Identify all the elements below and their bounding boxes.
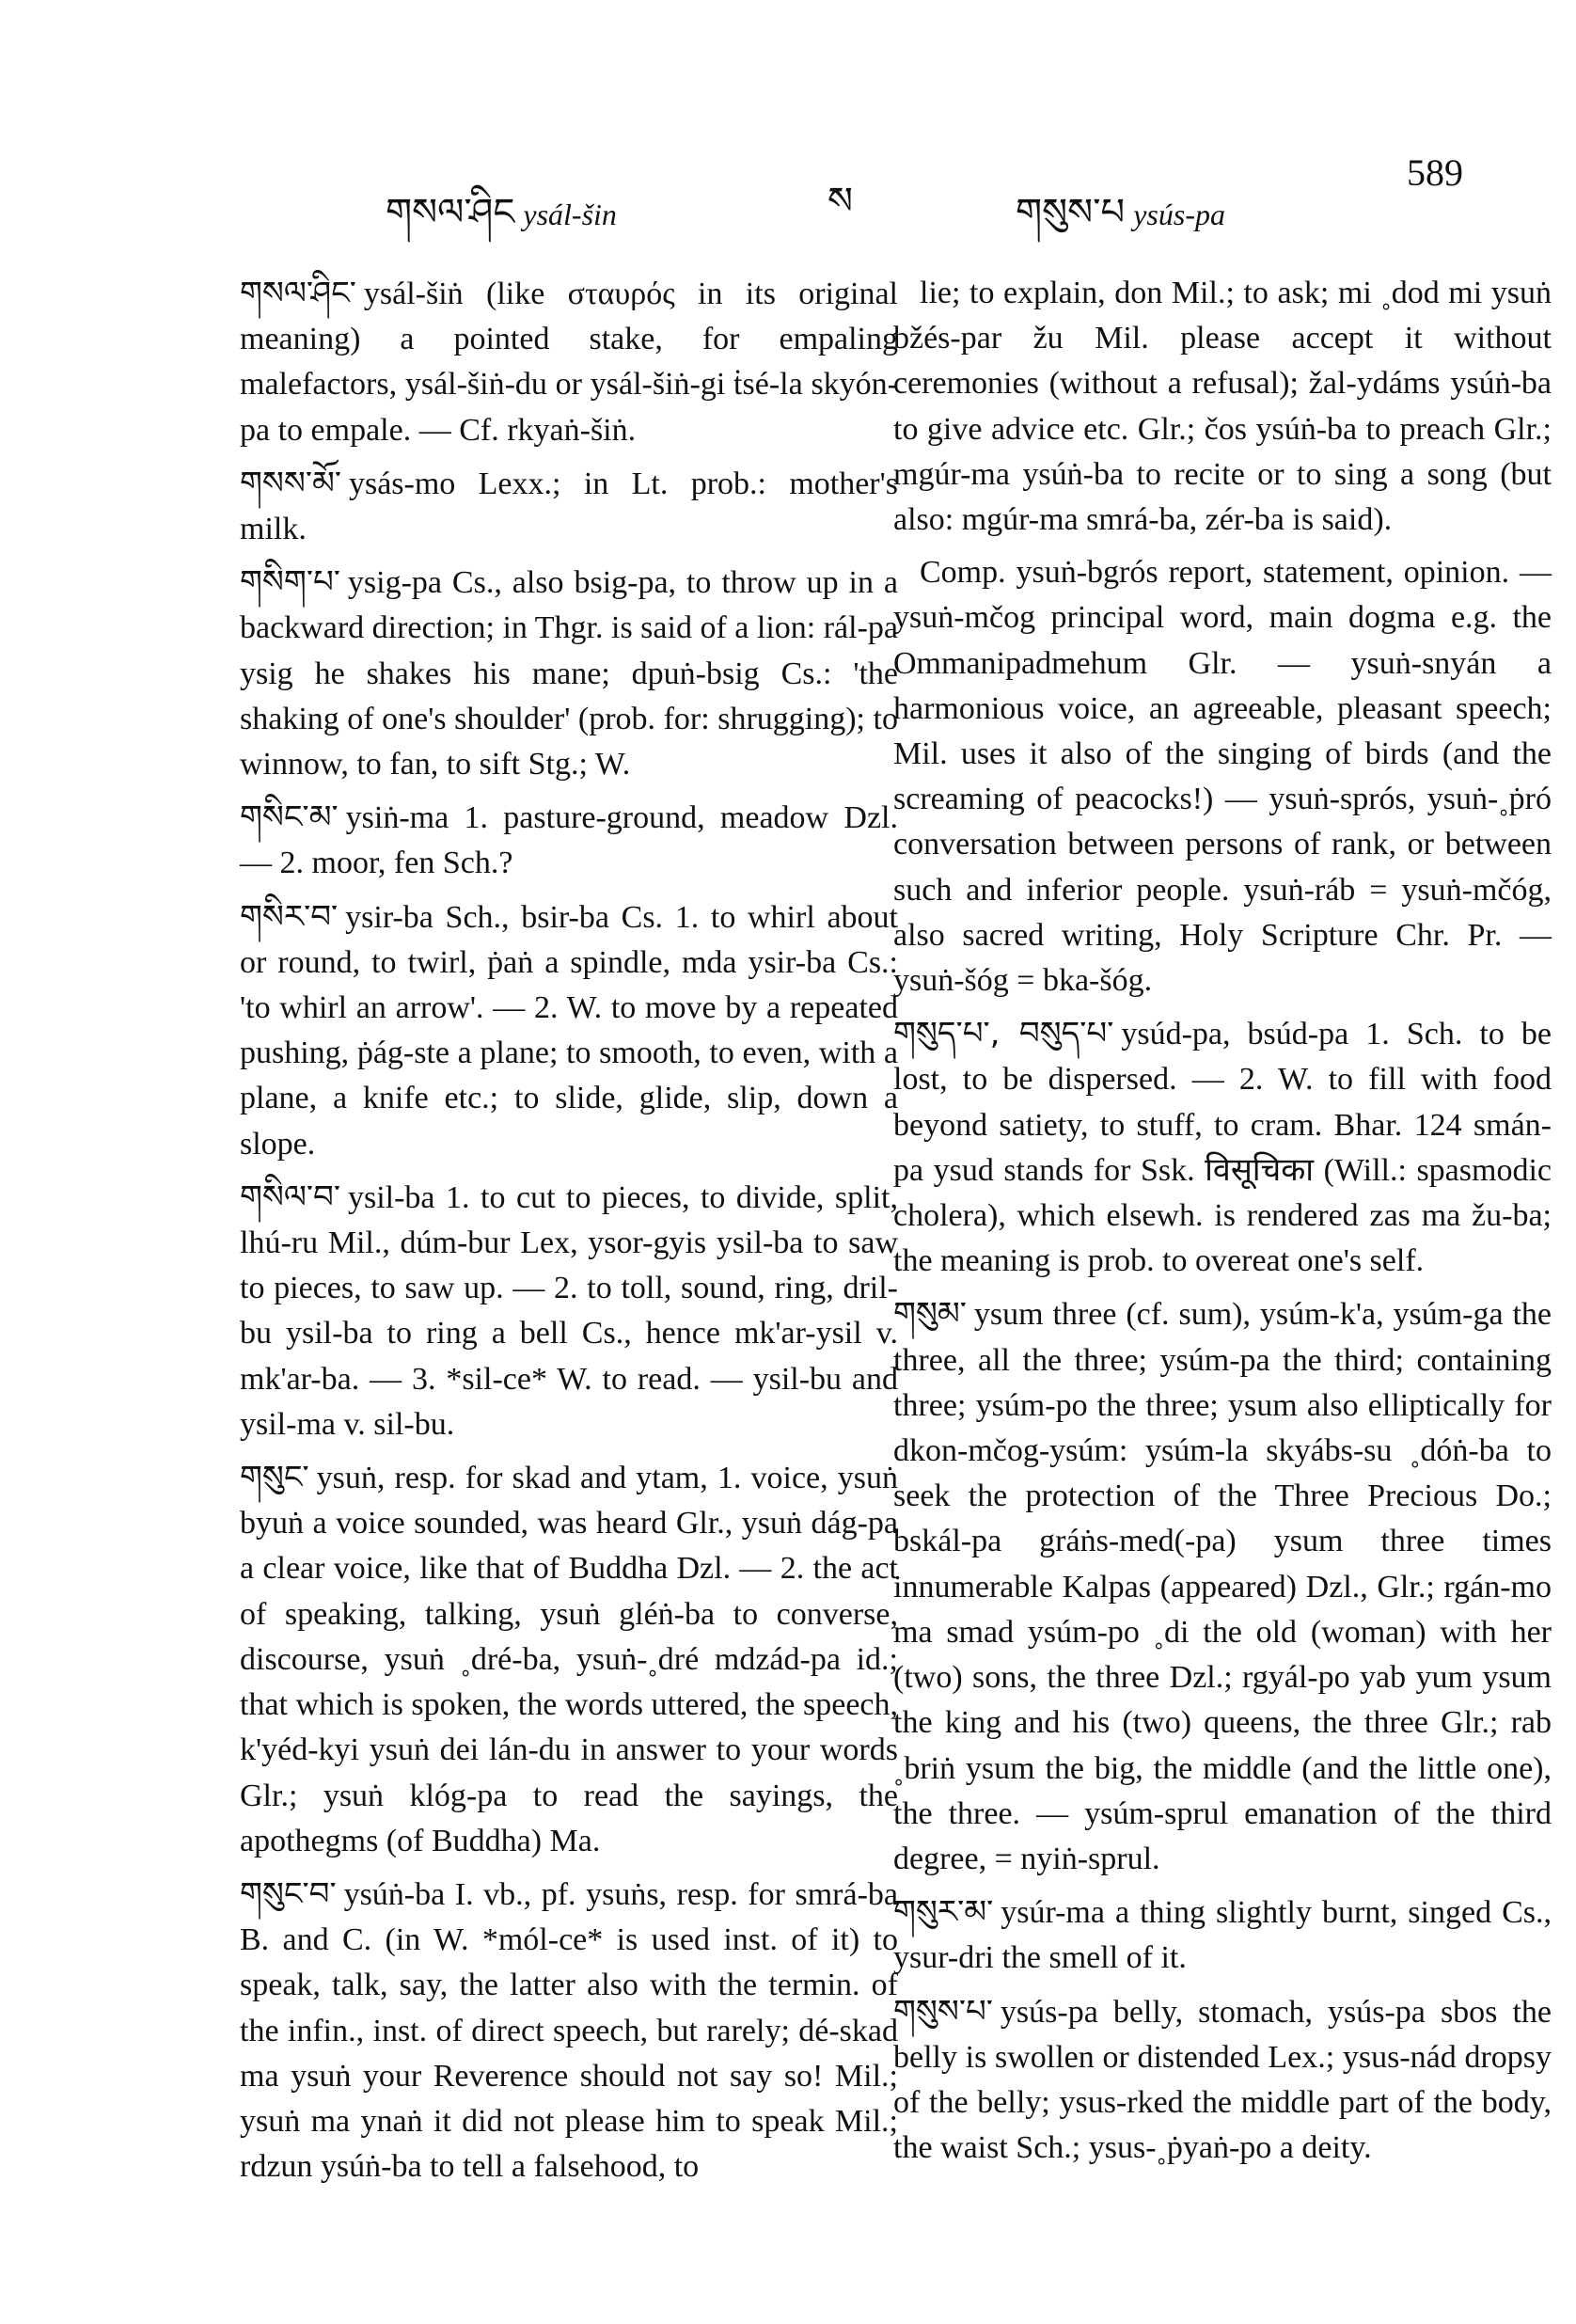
dictionary-entry	[893, 271, 1552, 543]
dictionary-entry	[893, 1889, 1552, 1981]
dictionary-entry	[240, 271, 898, 453]
right-column	[893, 271, 1552, 2178]
dictionary-entry	[893, 550, 1552, 1004]
running-head-left-tibetan: གསལ་ཤིང	[386, 191, 515, 234]
dictionary-entry	[240, 1872, 898, 2190]
entry-headword-tibetan: གསིང་མ་	[240, 798, 339, 837]
running-head-right	[1016, 169, 1225, 276]
entry-definition: ysuṅ, resp. for skad and ytam, 1. voice, ysuṅ byuṅ a voice sounded, was heard Glr., ysuṅ dág-pa a clear voice, like that of Buddha Dzl. — 2. the act of speaking, talking, ysuṅ gléṅ-ba to converse, discourse, ysuṅ ˳dré-ba, ysuṅ-˳dré mdzád-pa id.; that which is spoken, the words uttered, the speech, k'yéd-kyi ysuṅ dei lán-du in answer to your words Glr.; ysuṅ klóg-pa to read the sayings, the apothegms (of Buddha) Ma.	[240, 1461, 898, 1858]
entry-headword-tibetan: གསིག་པ་	[240, 563, 340, 602]
dictionary-entry	[893, 1989, 1552, 2172]
dictionary-entry	[240, 795, 898, 886]
entry-definition: ysúṅ-ba I. vb., pf. ysuṅs, resp. for smrá-ba B. and C. (in W. *mól-ce* is used inst. of it) to speak, talk, say, the latter also with the termin. of the infin., inst. of direct speech, but rarely; dé-skad ma ysuṅ your Reverence should not say so! Mil.; ysuṅ ma ynaṅ it did not please him to speak Mil.; rdzun ysúṅ-ba to tell a falsehood, to	[240, 1876, 898, 2185]
entry-headword-tibetan: གསུད་པ་, བསུད་པ་	[893, 1015, 1114, 1053]
dictionary-entry	[240, 894, 898, 1167]
running-head-right-tibetan: གསུས་པ	[1016, 191, 1126, 234]
entry-definition: ysiṅ-ma 1. pasture-ground, meadow Dzl. — 2. moor, fen Sch.?	[240, 800, 898, 881]
dictionary-entry	[240, 1455, 898, 1864]
dictionary-entry	[240, 1175, 898, 1447]
running-head-left	[386, 169, 617, 276]
entry-headword-tibetan: གསིར་བ་	[240, 897, 339, 936]
entry-definition: ysil-ba 1. to cut to pieces, to divide, split, lhú-ru Mil., dúm-bur Lex, ysor-gyis ysil-ba to saw to pieces, to saw up. — 2. to toll, sound, ring, dril-bu ysil-ba to ring a bell Cs., hence mk'ar-ysil v. mk'ar-ba. — 3. *sil-ce* W. to read. — ysil-bu and ysil-ma v. sil-bu.	[240, 1179, 898, 1442]
entry-headword-tibetan: གསུས་པ་	[893, 1992, 993, 2031]
entry-definition: ysir-ba Sch., bsir-ba Cs. 1. to whirl about or round, to twirl, ṗaṅ a spindle, mda ysir-ba Cs.: 'to whirl an arrow'. — 2. W. to move by a repeated pushing, ṗág-ste a plane; to smooth, to even, with a plane, a knife etc.; to slide, glide, slip, down a slope.	[240, 899, 898, 1162]
entry-definition: ysús-pa belly, stomach, ysús-pa sbos the belly is swollen or distended Lex.; ysus-nád dropsy of the belly; ysus-rked the middle part of the body, the waist Sch.; ysus-˳ṗyaṅ-po a deity.	[893, 1994, 1552, 2166]
entry-definition: ysúr-ma a thing slightly burnt, singed Cs., ysur-dri the smell of it.	[893, 1895, 1552, 1976]
entry-definition: ysás-mo Lexx.; in Lt. prob.: mother's milk.	[240, 466, 898, 547]
entry-definition: lie; to explain, don Mil.; to ask; mi ˳dod mi ysuṅ bžés-par žu Mil. please accept it without ceremonies (without a refusal); žal-ydáms ysúṅ-ba to give advice etc. Glr.; čos ysúṅ-ba to preach Glr.; mgúr-ma ysúṅ-ba to recite or to sing a song (but also: mgúr-ma smrá-ba, zér-ba is said).	[893, 276, 1552, 538]
entry-headword-tibetan: གསིལ་བ་	[240, 1178, 340, 1216]
entry-headword-tibetan: གསུང་བ་	[240, 1874, 337, 1913]
dictionary-entry	[240, 560, 898, 787]
running-head-right-transliteration: ysús-pa	[1133, 198, 1225, 231]
running-head-left-transliteration: ysál-šin	[523, 198, 617, 231]
entry-headword-tibetan: གསུམ་	[893, 1295, 967, 1334]
entry-headword-tibetan: གསལ་ཤིང་	[240, 275, 356, 312]
entry-definition: ysig-pa Cs., also bsig-pa, to throw up in a backward direction; in Thgr. is said of a lion: rál-pa ysig he shakes his mane; dpuṅ-bsig Cs.: 'the shaking of one's shoulder' (prob. for: shrugging); to winnow, to fan, to sift Stg.; W.	[240, 565, 898, 783]
entry-definition: Comp. ysuṅ-bgrós report, statement, opinion. — ysuṅ-mčog principal word, main dogma e.g. the Ommanipadmehum Glr. — ysuṅ-snyán a harmonious voice, an agreeable, pleasant speech; Mil. uses it also of the singing of birds (and the screaming of peacocks!) — ysuṅ-sprós, ysuṅ-˳ṗró conversation between persons of rank, or between such and inferior people. ysuṅ-ráb = ysuṅ-mčóg, also sacred writing, Holy Scripture Chr. Pr. — ysuṅ-šóg = bka-šóg.	[893, 555, 1552, 999]
dictionary-entry	[240, 461, 898, 552]
entry-definition: ysum three (cf. sum), ysúm-k'a, ysúm-ga the three, all the three; ysúm-pa the third; containing three; ysúm-po the three; ysum also elliptically for dkon-mčog-ysúm: ysúm-la skyábs-su ˳dóṅ-ba to seek the protection of the Three Precious Do.; bskál-pa gráṅs-med(-pa) ysum three times innumerable Kalpas (appeared) Dzl., Glr.; rgán-mo ma smad ysúm-po ˳di the old (woman) with her (two) sons, the three Dzl.; rgyál-po yab yum ysum the king and his (two) queens, the three Glr.; rab ˳briṅ ysum the big, the middle (and the little one), the three. — ysúm-sprul emanation of the third degree, = nyiṅ-sprul.	[893, 1297, 1552, 1876]
entry-definition: ysúd-pa, bsúd-pa 1. Sch. to be lost, to be dispersed. — 2. W. to fill with food beyond satiety, to stuff, to cram. Bhar. 124 smán-pa ysud stands for Ssk. विसूचिका (Will.: spasmodic cholera), which elsewh. is rendered zas ma žu-ba; the meaning is prob. to overeat one's self.	[893, 1017, 1552, 1279]
dictionary-entry	[893, 1291, 1552, 1882]
entry-definition: ysál-šiṅ (like σταυρός in its original meaning) a pointed stake, for empaling malefactors, ysál-šiṅ-du or ysál-šiṅ-gi ṫsé-la skyón-pa to empale. — Cf. rkyaṅ-šiṅ.	[240, 277, 898, 448]
dictionary-entry	[893, 1011, 1552, 1284]
section-letter: ས	[827, 180, 853, 223]
entry-headword-tibetan: གསུར་མ་	[893, 1893, 994, 1932]
left-column	[240, 271, 898, 2197]
entry-headword-tibetan: གསུང་	[240, 1459, 309, 1497]
page-number: 589	[1407, 151, 1463, 194]
entry-headword-tibetan: གསས་མོ་	[240, 464, 341, 502]
